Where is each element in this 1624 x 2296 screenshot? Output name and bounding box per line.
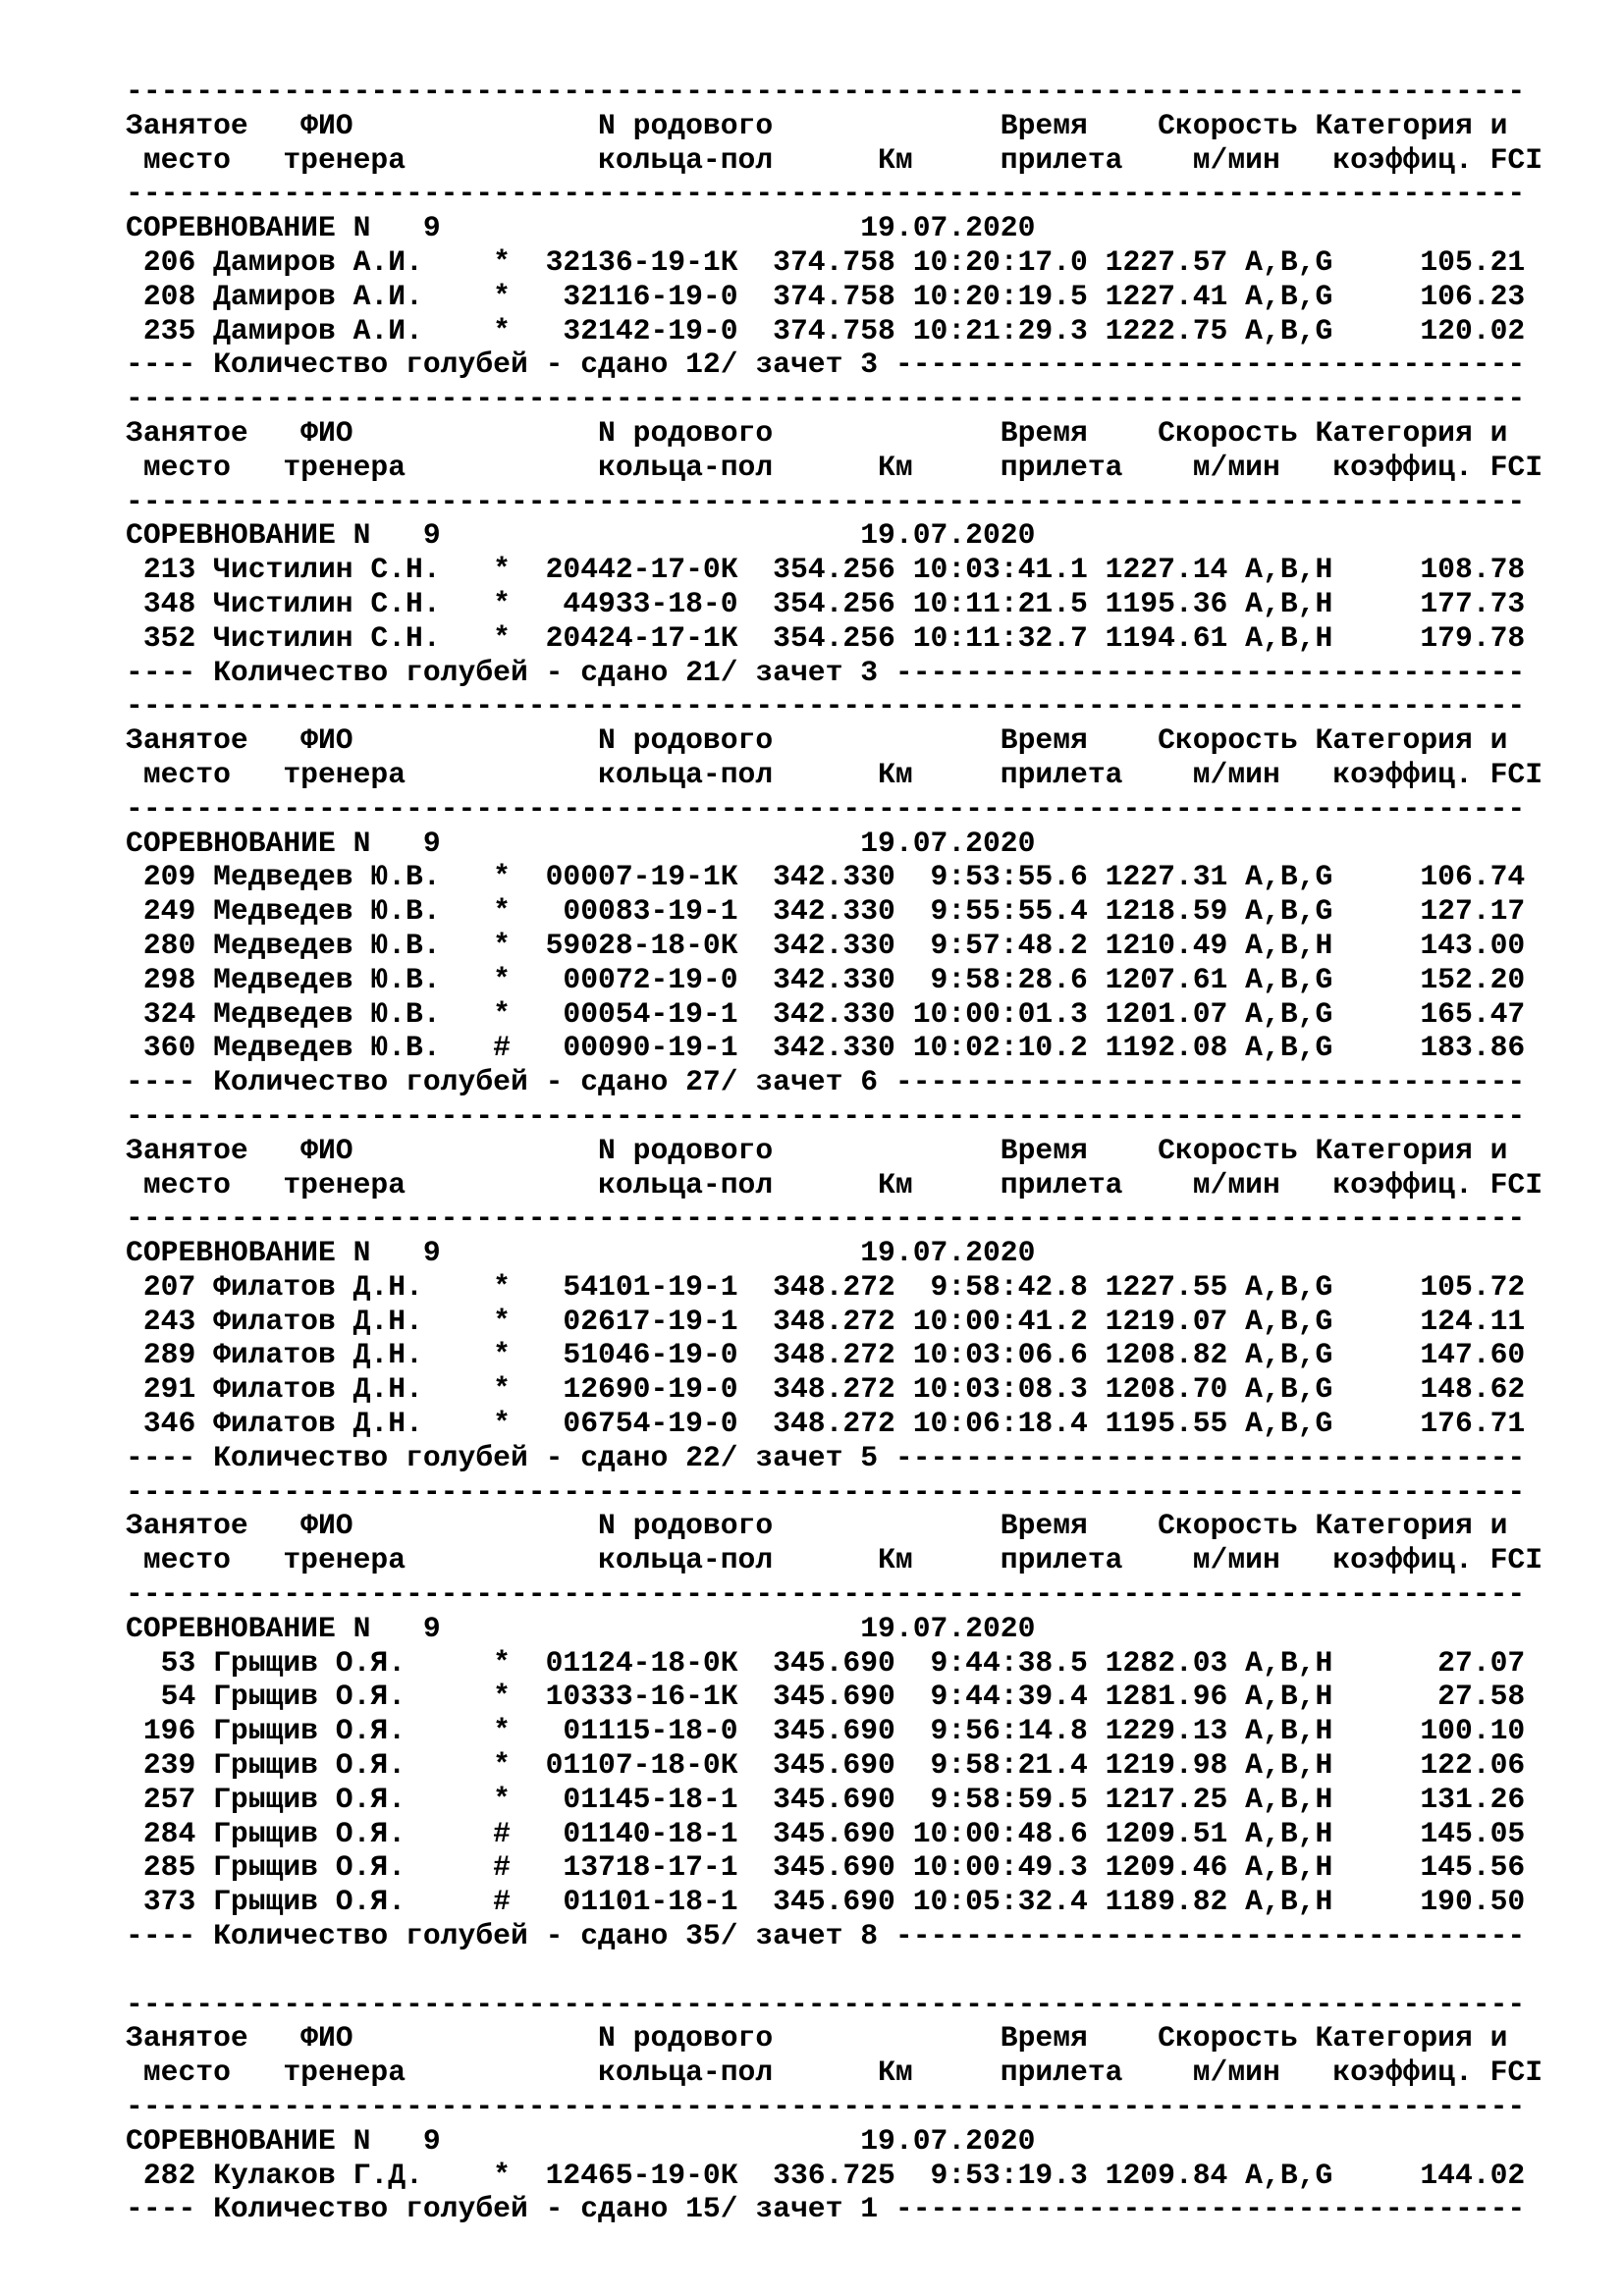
result-row: 352 Чистилин С.Н. * 20424-17-1К 354.256 10:11:32.7 1194.61 A,B,H 179.78 bbox=[126, 620, 1526, 655]
divider: -------------------------------------------------------------------------------- bbox=[126, 177, 1526, 211]
result-row: 373 Грыщив О.Я. # 01101-18-1 345.690 10:05:32.4 1189.82 A,B,H 190.50 bbox=[126, 1885, 1526, 1919]
result-row: 289 Филатов Д.Н. * 51046-19-0 348.272 10:03:06.6 1208.82 A,B,G 147.60 bbox=[126, 1338, 1526, 1372]
summary-line: ---- Количество голубей - сдано 12/ зачет 3 ------------------------------------ bbox=[126, 347, 1526, 382]
blank-line bbox=[126, 1953, 1543, 1988]
column-header-row-2: место тренера кольца-пол Км прилета м/мин коэффиц. FCI bbox=[126, 2056, 1543, 2090]
divider: -------------------------------------------------------------------------------- bbox=[126, 1987, 1526, 2021]
competition-line: СОРЕВНОВАНИЕ N 9 19.07.2020 bbox=[126, 826, 1036, 860]
divider: -------------------------------------------------------------------------------- bbox=[126, 1577, 1526, 1612]
competition-line: СОРЕВНОВАНИЕ N 9 19.07.2020 bbox=[126, 1236, 1036, 1270]
result-row: 346 Филатов Д.Н. * 06754-19-0 348.272 10:06:18.4 1195.55 A,B,G 176.71 bbox=[126, 1407, 1526, 1441]
result-row: 243 Филатов Д.Н. * 02617-19-1 348.272 10:00:41.2 1219.07 A,B,G 124.11 bbox=[126, 1304, 1526, 1338]
competition-line: СОРЕВНОВАНИЕ N 9 19.07.2020 bbox=[126, 2123, 1036, 2158]
column-header-row-1: Занятое ФИО N родового Время Скорость Категория и bbox=[126, 415, 1508, 450]
column-header-row-2: место тренера кольца-пол Км прилета м/мин коэффиц. FCI bbox=[126, 1167, 1543, 1201]
result-row: 249 Медведев Ю.В. * 00083-19-1 342.330 9:55:55.4 1218.59 A,B,G 127.17 bbox=[126, 894, 1526, 929]
result-row: 54 Грыщив О.Я. * 10333-16-1К 345.690 9:44:39.4 1281.96 A,B,H 27.58 bbox=[126, 1680, 1526, 1714]
summary-line: ---- Количество голубей - сдано 15/ зачет 1 ------------------------------------ bbox=[126, 2192, 1526, 2226]
column-header-row-1: Занятое ФИО N родового Время Скорость Категория и bbox=[126, 723, 1508, 758]
result-row: 282 Кулаков Г.Д. * 12465-19-0К 336.725 9:53:19.3 1209.84 A,B,G 144.02 bbox=[126, 2158, 1526, 2192]
column-header-row-1: Занятое ФИО N родового Время Скорость Категория и bbox=[126, 1509, 1508, 1543]
summary-line: ---- Количество голубей - сдано 22/ зачет 5 ------------------------------------ bbox=[126, 1440, 1526, 1474]
result-row: 280 Медведев Ю.В. * 59028-18-0К 342.330 9:57:48.2 1210.49 A,B,H 143.00 bbox=[126, 928, 1526, 962]
competition-line: СОРЕВНОВАНИЕ N 9 19.07.2020 bbox=[126, 518, 1036, 553]
column-header-row-1: Занятое ФИО N родового Время Скорость Категория и bbox=[126, 1133, 1508, 1167]
result-row: 298 Медведев Ю.В. * 00072-19-0 342.330 9:58:28.6 1207.61 A,B,G 152.20 bbox=[126, 962, 1526, 996]
result-row: 239 Грыщив О.Я. * 01107-18-0К 345.690 9:58:21.4 1219.98 A,B,H 122.06 bbox=[126, 1748, 1526, 1783]
result-row: 53 Грыщив О.Я. * 01124-18-0К 345.690 9:44:38.5 1282.03 A,B,H 27.07 bbox=[126, 1645, 1526, 1680]
result-row: 209 Медведев Ю.В. * 00007-19-1К 342.330 9:53:55.6 1227.31 A,B,G 106.74 bbox=[126, 860, 1526, 894]
column-header-row-2: место тренера кольца-пол Км прилета м/мин коэффиц. FCI bbox=[126, 1543, 1543, 1577]
result-row: 208 Дамиров А.И. * 32116-19-0 374.758 10:20:19.5 1227.41 A,B,G 106.23 bbox=[126, 279, 1526, 313]
divider: -------------------------------------------------------------------------------- bbox=[126, 75, 1526, 108]
result-row: 348 Чистилин С.Н. * 44933-18-0 354.256 10:11:21.5 1195.36 A,B,H 177.73 bbox=[126, 586, 1526, 620]
result-row: 206 Дамиров А.И. * 32136-19-1К 374.758 10:20:17.0 1227.57 A,B,G 105.21 bbox=[126, 244, 1526, 279]
divider: -------------------------------------------------------------------------------- bbox=[126, 1474, 1526, 1509]
result-row: 324 Медведев Ю.В. * 00054-19-1 342.330 10:00:01.3 1201.07 A,B,G 165.47 bbox=[126, 996, 1526, 1031]
divider: -------------------------------------------------------------------------------- bbox=[126, 2090, 1526, 2124]
result-row: 213 Чистилин С.Н. * 20442-17-0К 354.256 10:03:41.1 1227.14 A,B,H 108.78 bbox=[126, 553, 1526, 587]
column-header-row-1: Занятое ФИО N родового Время Скорость Категория и bbox=[126, 108, 1508, 142]
column-header-row-1: Занятое ФИО N родового Время Скорость Категория и bbox=[126, 2021, 1508, 2056]
competition-line: СОРЕВНОВАНИЕ N 9 19.07.2020 bbox=[126, 1611, 1036, 1645]
race-results-report bbox=[126, 75, 1543, 2226]
result-row: 285 Грыщив О.Я. # 13718-17-1 345.690 10:00:49.3 1209.46 A,B,H 145.56 bbox=[126, 1850, 1526, 1885]
summary-line: ---- Количество голубей - сдано 35/ зачет 8 ------------------------------------ bbox=[126, 1919, 1526, 1953]
result-row: 196 Грыщив О.Я. * 01115-18-0 345.690 9:56:14.8 1229.13 A,B,H 100.10 bbox=[126, 1714, 1526, 1748]
competition-line: СОРЕВНОВАНИЕ N 9 19.07.2020 bbox=[126, 211, 1036, 245]
result-row: 360 Медведев Ю.В. # 00090-19-1 342.330 10:02:10.2 1192.08 A,B,G 183.86 bbox=[126, 1031, 1526, 1065]
divider: -------------------------------------------------------------------------------- bbox=[126, 1098, 1526, 1133]
divider: -------------------------------------------------------------------------------- bbox=[126, 484, 1526, 518]
summary-line: ---- Количество голубей - сдано 21/ зачет 3 ------------------------------------ bbox=[126, 655, 1526, 689]
divider: -------------------------------------------------------------------------------- bbox=[126, 689, 1526, 723]
result-row: 207 Филатов Д.Н. * 54101-19-1 348.272 9:58:42.8 1227.55 A,B,G 105.72 bbox=[126, 1269, 1526, 1304]
summary-line: ---- Количество голубей - сдано 27/ зачет 6 ------------------------------------ bbox=[126, 1065, 1526, 1099]
result-row: 291 Филатов Д.Н. * 12690-19-0 348.272 10:03:08.3 1208.70 A,B,G 148.62 bbox=[126, 1372, 1526, 1407]
result-row: 235 Дамиров А.И. * 32142-19-0 374.758 10:21:29.3 1222.75 A,B,G 120.02 bbox=[126, 313, 1526, 347]
result-row: 257 Грыщив О.Я. * 01145-18-1 345.690 9:58:59.5 1217.25 A,B,H 131.26 bbox=[126, 1782, 1526, 1816]
divider: -------------------------------------------------------------------------------- bbox=[126, 382, 1526, 416]
result-row: 284 Грыщив О.Я. # 01140-18-1 345.690 10:00:48.6 1209.51 A,B,H 145.05 bbox=[126, 1816, 1526, 1850]
divider: -------------------------------------------------------------------------------- bbox=[126, 791, 1526, 826]
column-header-row-2: место тренера кольца-пол Км прилета м/мин коэффиц. FCI bbox=[126, 757, 1543, 791]
column-header-row-2: место тренера кольца-пол Км прилета м/мин коэффиц. FCI bbox=[126, 450, 1543, 484]
column-header-row-2: место тренера кольца-пол Км прилета м/мин коэффиц. FCI bbox=[126, 142, 1543, 177]
divider: -------------------------------------------------------------------------------- bbox=[126, 1201, 1526, 1236]
